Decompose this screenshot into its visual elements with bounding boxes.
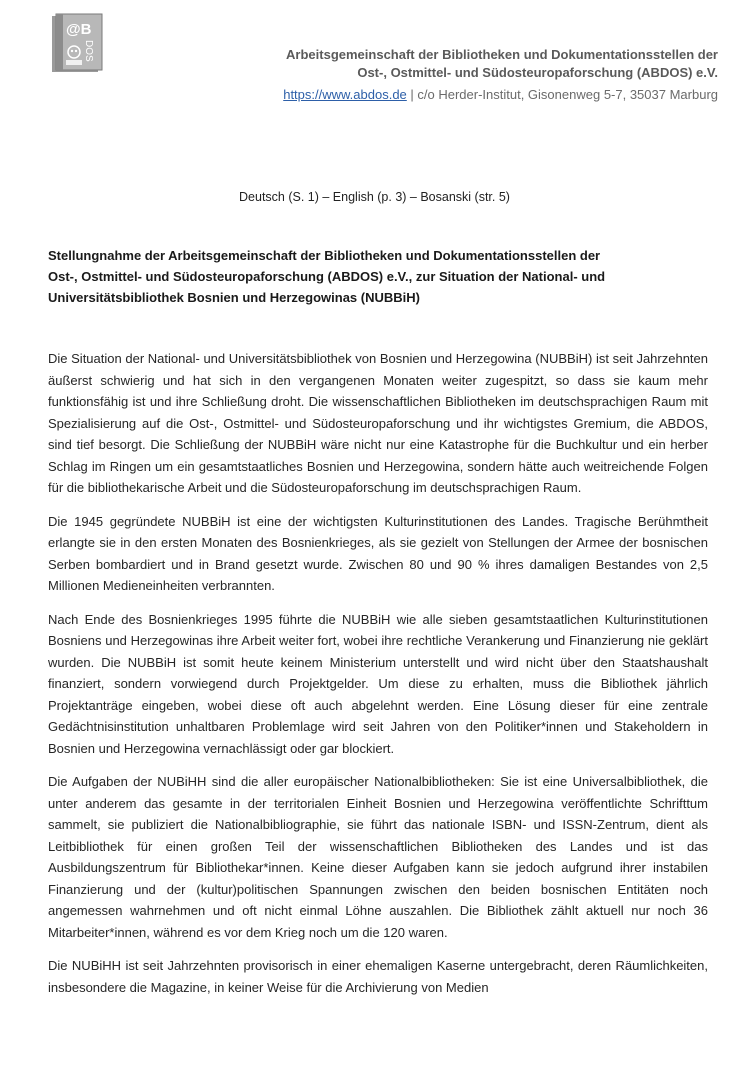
title-line: Ost-, Ostmittel- und Südosteuropaforschung (ABDOS) e.V., zur Situation der National- und (48, 269, 606, 284)
postal-address: | c/o Herder-Institut, Gisonenweg 5-7, 35037 Marburg (406, 87, 718, 102)
organization-name (128, 46, 718, 82)
body-paragraph: Die Situation der National- und Universitätsbibliothek von Bosnien und Herzegowina (NUBBiH) ist seit Jahrzehnten äußerst schwierig und hat sich in den vergangenen Monaten weiter zugespitzt, so dass sie kaum mehr funktionsfähig ist und ihre Schließung droht. Die wissenschaftlichen Bibliotheken im deutschsprachigen Raum mit Spezialisierung auf die Ost-, Ostmittel- und Südosteuropaforschung und ihr wichtigstes Gremium, die ABDOS, sind tief besorgt. Die Schließung der NUBBiH wäre nicht nur eine Katastrophe für die Buchkultur und ein herber Schlag im Ringen um ein gesamtstaatliches Bosnien und Herzegowina, sondern hätte auch weitreichende Folgen für die bibliothekarische Arbeit und die Südosteuropaforschung im deutschsprachigen Raum. (48, 351, 708, 495)
org-name-line-1: Arbeitsgemeinschaft der Bibliotheken und Dokumentationsstellen der (286, 47, 718, 62)
document-title (48, 245, 708, 308)
abdos-logo (48, 12, 106, 74)
book-logo-icon (48, 12, 106, 74)
svg-text:@B: @B (66, 21, 92, 38)
body-paragraph: Die NUBiHH ist seit Jahrzehnten provisorisch in einer ehemaligen Kaserne untergebracht, deren Räumlichkeiten, insbesondere die Magazine, in keiner Weise für die Archivierung von Medien (48, 958, 708, 995)
title-line: Universitätsbibliothek Bosnien und Herzegowinas (NUBBiH) (48, 290, 420, 305)
body-paragraph: Die 1945 gegründete NUBBiH ist eine der wichtigsten Kulturinstitutionen des Landes. Tragische Berühmtheit erlangte sie in den ersten Monaten des Bosnienkrieges, als sie gezielt von Stellungen der Armee der bosnischen Serben bombardiert und in Brand gesetzt wurde. Zwischen 80 und 90 % ihres damaligen Bestandes von 2,5 Millionen Medieneinheiten verbrannten. (48, 513, 708, 593)
document-body (48, 348, 708, 1010)
language-versions: Deutsch (S. 1) – English (p. 3) – Bosanski (str. 5) (239, 190, 510, 204)
organization-address (128, 86, 718, 104)
body-paragraph: Nach Ende des Bosnienkrieges 1995 führte die NUBBiH wie alle sieben gesamtstaatlichen Kulturinstitutionen Bosniens und Herzegowinas ihre Arbeit weiter fort, wobei ihre rechtliche Verankerung und Finanzierung nie geklärt wurden. Die NUBBiH ist somit heute keinem Ministerium unterstellt und wird nicht über den Staatshaushalt finanziert, sondern vorwiegend durch Projektgelder. Um diese zu erhalten, muss die Bibliothek jährlich Projektanträge eingeben, wobei diese oft auch abgelehnt werden. Eine Lösung dieser für eine zentrale Gedächtnisinstitution unhaltbaren Problemlage wird seit Jahren von den Politiker*innen und Stakeholdern in Bosnien und Herzegowina vernachlässigt oder gar blockiert. (48, 611, 708, 756)
org-name-line-2: Ost-, Ostmittel- und Südosteuropaforschung (ABDOS) e.V. (357, 65, 718, 80)
body-paragraph: Die Aufgaben der NUBiHH sind die aller europäischer Nationalbibliotheken: Sie ist eine Universalbibliothek, die unter anderem das gesamte in der territorialen Einheit Bosnien und Herzegowina veröffentlichte Schrifttum sammelt, sie publiziert die Nationalbibliographie, sie führt das nationale ISBN- und ISSN-Zentrum, dient als Leitbibliothek für einen großen Teil der wissenschaftlichen Bibliotheken des Landes und ist das Ausbildungszentrum für Bibliothekar*innen. Keine dieser Aufgaben kann sie jedoch aufgrund ihrer instabilen Finanzierung und der (kultur)politischen Spannungen zwischen den beiden bosnischen Entitäten noch angemessen wahrnehmen und oft nicht einmal Löhne auszahlen. Die Bibliothek zählt aktuell nur noch 36 Mitarbeiter*innen, während es vor dem Krieg noch um die 120 waren. (48, 774, 708, 940)
svg-text:DOS: DOS (83, 40, 94, 62)
title-line: Stellungnahme der Arbeitsgemeinschaft der Bibliotheken und Dokumentationsstellen der (48, 248, 601, 263)
website-link[interactable]: https://www.abdos.de (283, 87, 407, 102)
